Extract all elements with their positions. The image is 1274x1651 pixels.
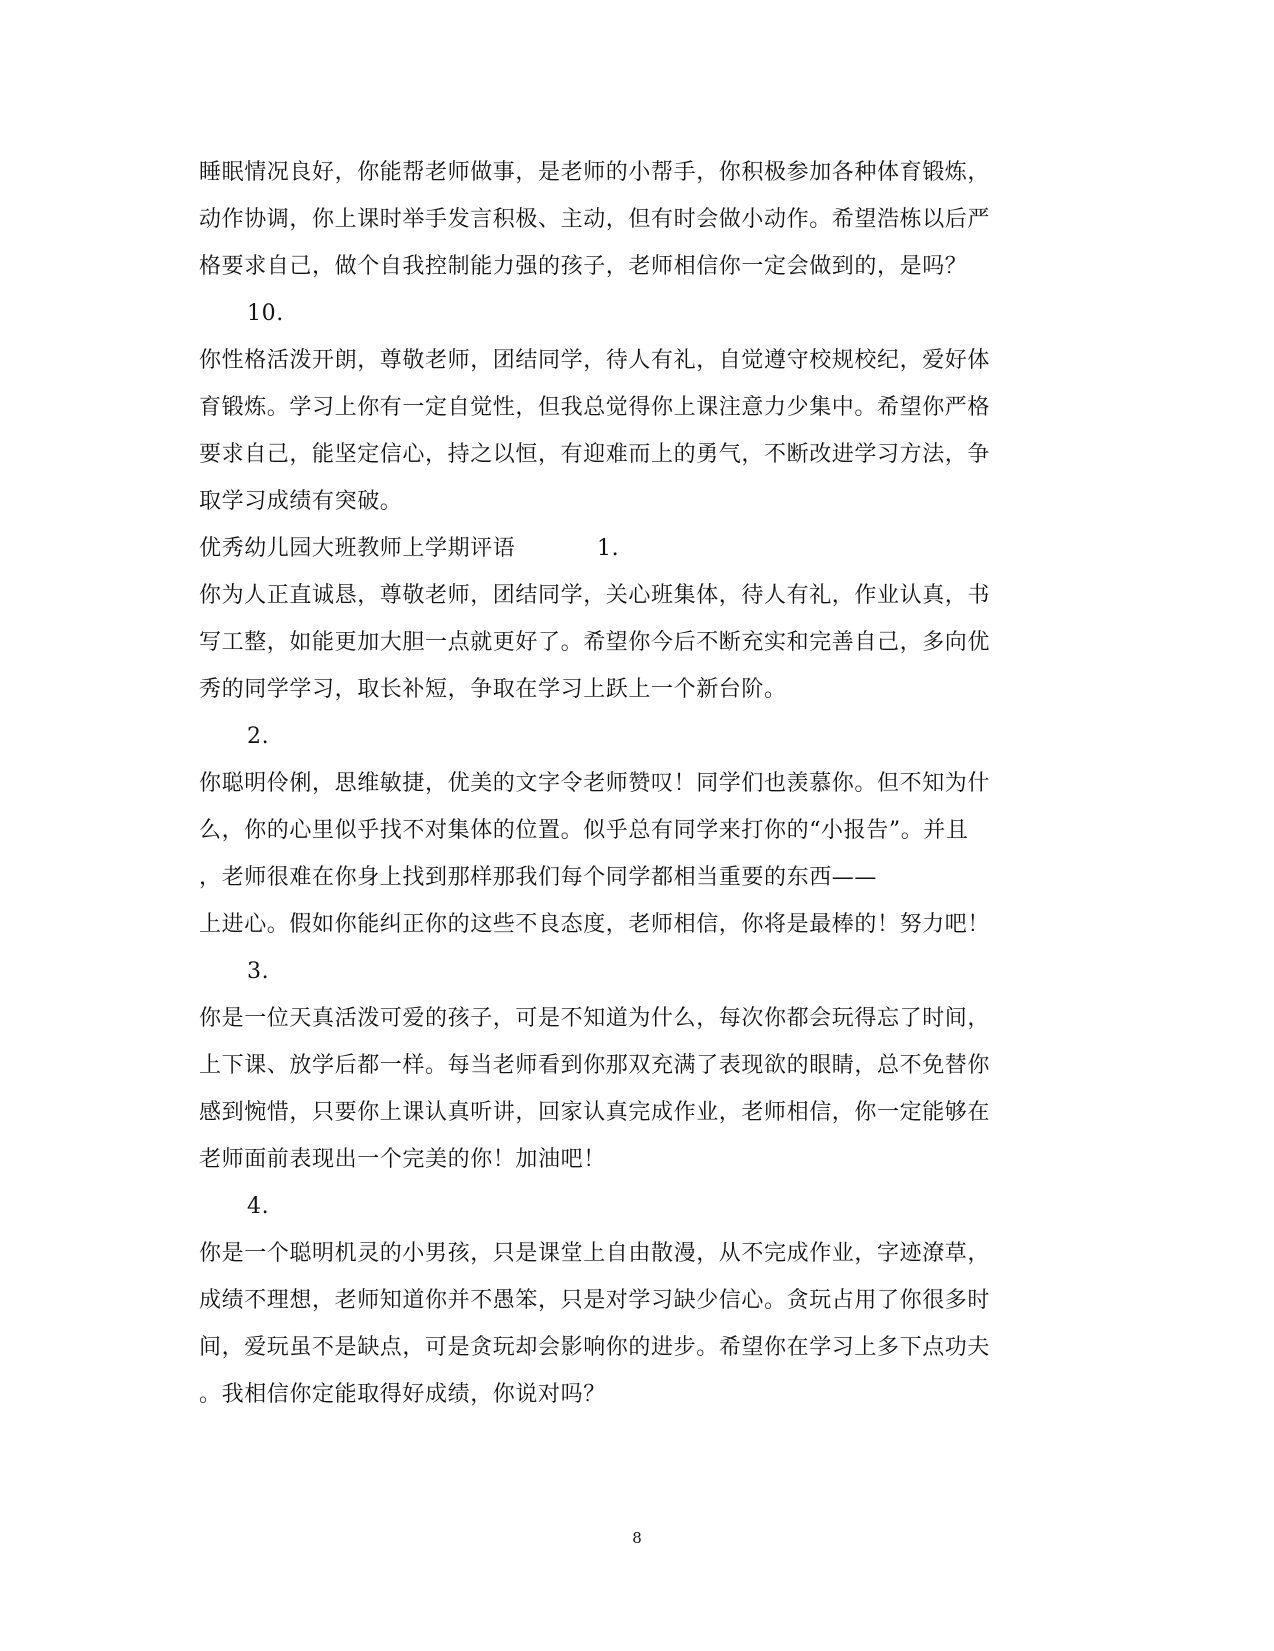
item-number: 10. [247, 301, 284, 326]
page-number: 8 [632, 1529, 642, 1547]
text-line: 你性格活泼开朗，尊敬老师，团结同学，待人有礼，自觉遵守校规校纪，爱好体 [199, 348, 991, 373]
item-number: 1. [597, 536, 620, 561]
text-line: 育锻炼。学习上你有一定自觉性，但我总觉得你上课注意力少集中。希望你严格 [199, 395, 991, 420]
text-line: 你是一个聪明机灵的小男孩，只是课堂上自由散漫，从不完成作业，字迹潦草， [199, 1241, 991, 1266]
item-number: 3. [247, 959, 270, 984]
text-line: 你为人正直诚恳，尊敬老师，团结同学，关心班集体，待人有礼，作业认真，书 [199, 583, 991, 608]
text-line: 你是一位天真活泼可爱的孩子，可是不知道为什么，每次你都会玩得忘了时间， [199, 1006, 991, 1031]
text-line: 格要求自己，做个自我控制能力强的孩子，老师相信你一定会做到的，是吗？ [199, 254, 968, 279]
text-line: 么，你的心里似乎找不对集体的位置。似乎总有同学来打你的“小报告”。并且 [199, 818, 969, 843]
text-line: 老师面前表现出一个完美的你！加油吧！ [199, 1147, 606, 1172]
item-number: 4. [247, 1194, 270, 1219]
text-line: 秀的同学学习，取长补短，争取在学习上跃上一个新台阶。 [199, 677, 787, 702]
text-line: ，老师很难在你身上找到那样那我们每个同学都相当重要的东西—— [199, 865, 878, 890]
text-line: 感到惋惜，只要你上课认真听讲，回家认真完成作业，老师相信，你一定能够在 [199, 1100, 991, 1125]
section-heading: 优秀幼儿园大班教师上学期评语 [199, 536, 516, 561]
text-line: 你聪明伶俐，思维敏捷，优美的文字令老师赞叹！同学们也羡慕你。但不知为什 [199, 771, 991, 796]
text-line: 要求自己，能坚定信心，持之以恒，有迎难而上的勇气，不断改进学习方法，争 [199, 442, 991, 467]
text-line: 。我相信你定能取得好成绩，你说对吗？ [199, 1382, 606, 1407]
text-line: 睡眠情况良好，你能帮老师做事，是老师的小帮手，你积极参加各种体育锻炼， [199, 160, 991, 185]
item-number: 2. [247, 724, 270, 749]
text-line: 写工整，如能更加大胆一点就更好了。希望你今后不断充实和完善自己，多向优 [199, 630, 991, 655]
text-line: 取学习成绩有突破。 [199, 489, 403, 514]
text-line: 动作协调，你上课时举手发言积极、主动，但有时会做小动作。希望浩栋以后严 [199, 207, 991, 232]
text-line: 上下课、放学后都一样。每当老师看到你那双充满了表现欲的眼睛，总不免替你 [199, 1053, 991, 1078]
text-line: 成绩不理想，老师知道你并不愚笨，只是对学习缺少信心。贪玩占用了你很多时 [199, 1288, 991, 1313]
text-line: 间，爱玩虽不是缺点，可是贪玩却会影响你的进步。希望你在学习上多下点功夫 [199, 1335, 991, 1360]
section-heading-line [199, 534, 719, 564]
text-line: 上进心。假如你能纠正你的这些不良态度，老师相信，你将是最棒的！努力吧！ [199, 912, 991, 937]
